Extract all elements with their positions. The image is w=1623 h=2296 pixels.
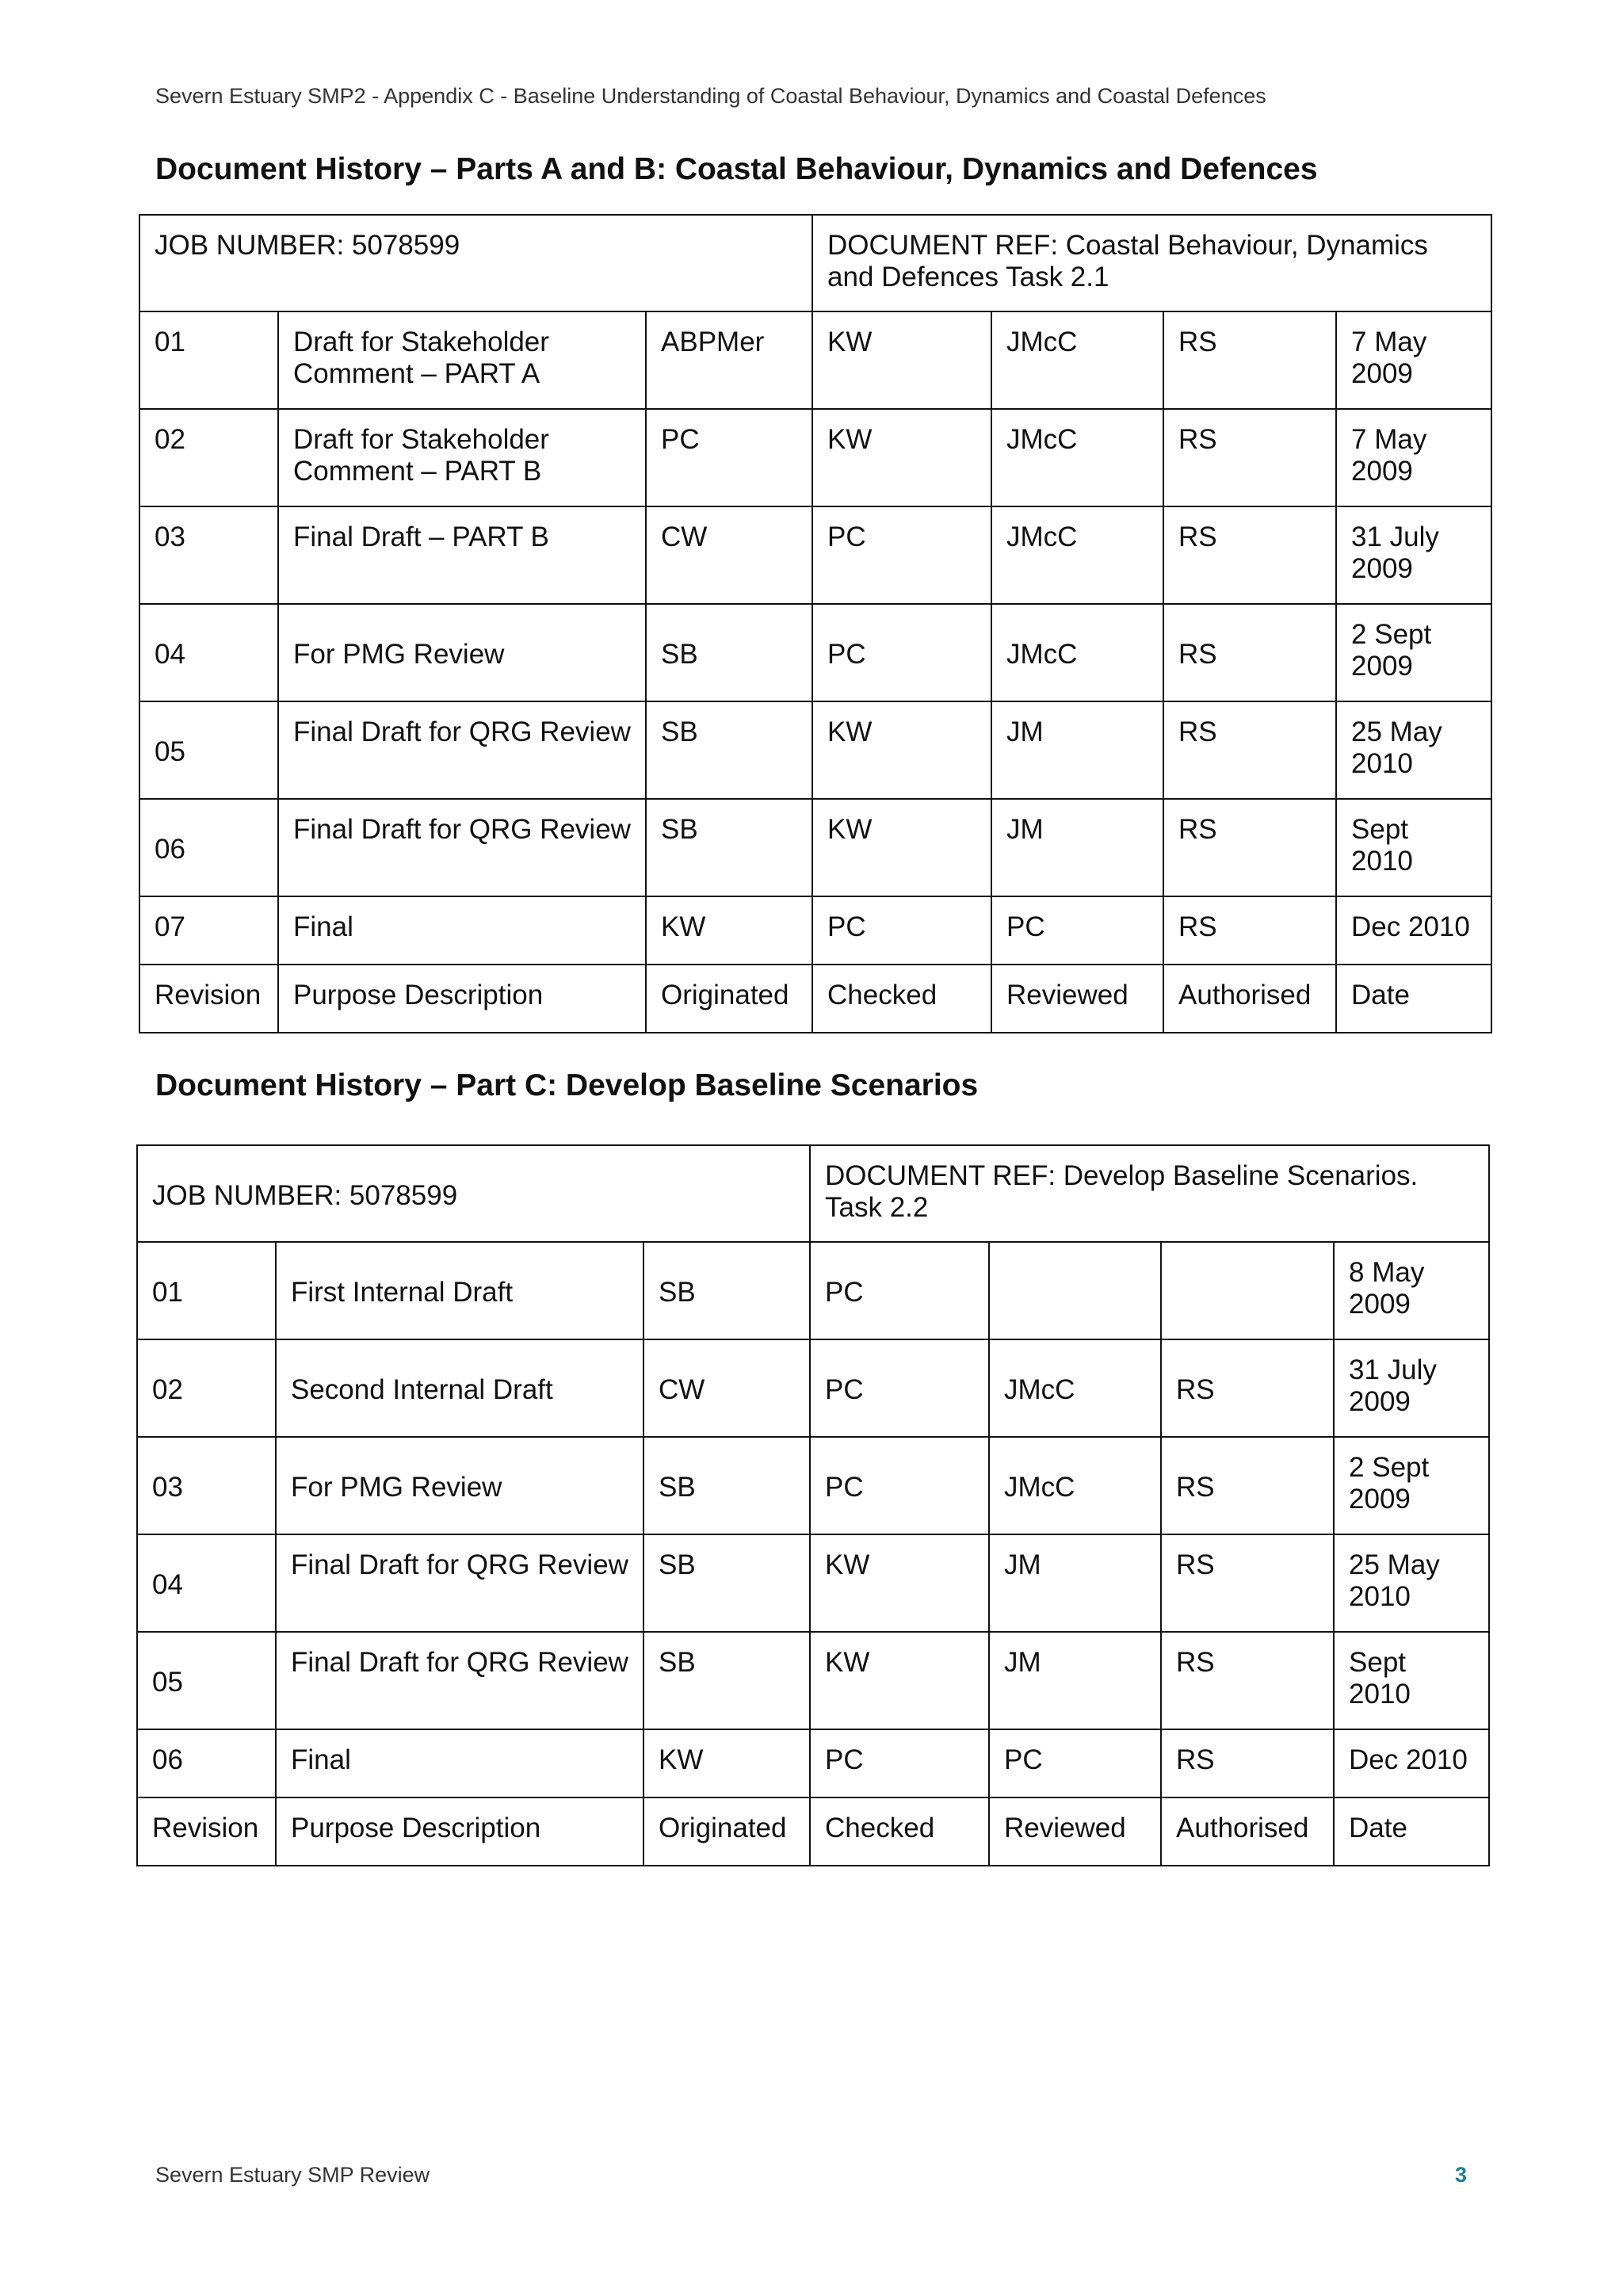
revision-cell: 04: [137, 1534, 276, 1632]
date-cell: 31 July 2009: [1336, 506, 1491, 604]
table-row: [137, 1437, 1489, 1534]
authorised-label: Authorised: [1163, 965, 1336, 1033]
revision-cell: 02: [137, 1339, 276, 1437]
date-cell: 31 July 2009: [1334, 1339, 1489, 1437]
table-header-row: [137, 1145, 1489, 1242]
reviewed-cell: JM: [991, 799, 1163, 896]
column-labels-row: [137, 1797, 1489, 1866]
table-row: [137, 1339, 1489, 1437]
document-ref: DOCUMENT REF: Coastal Behaviour, Dynamics and Defences Task 2.1: [812, 215, 1491, 311]
purpose-cell: Draft for Stakeholder Comment – PART A: [278, 311, 646, 409]
table-row: [139, 896, 1491, 965]
date-cell: 2 Sept 2009: [1336, 604, 1491, 701]
reviewed-label: Reviewed: [989, 1797, 1161, 1866]
revision-cell: 03: [137, 1437, 276, 1534]
authorised-cell: RS: [1161, 1729, 1334, 1797]
authorised-cell: RS: [1163, 311, 1336, 409]
originated-cell: CW: [643, 1339, 810, 1437]
originated-cell: PC: [646, 409, 812, 506]
purpose-cell: Final Draft for QRG Review: [278, 799, 646, 896]
date-cell: Dec 2010: [1336, 896, 1491, 965]
table-row: [139, 409, 1491, 506]
date-cell: 25 May 2010: [1336, 701, 1491, 799]
checked-cell: KW: [810, 1534, 989, 1632]
date-cell: Sept 2010: [1336, 799, 1491, 896]
table-row: [137, 1534, 1489, 1632]
column-labels-row: [139, 965, 1491, 1033]
reviewed-cell: JMcC: [991, 506, 1163, 604]
checked-cell: PC: [810, 1339, 989, 1437]
checked-label: Checked: [812, 965, 991, 1033]
authorised-cell: RS: [1161, 1632, 1334, 1729]
checked-cell: KW: [812, 409, 991, 506]
authorised-cell: RS: [1163, 701, 1336, 799]
revision-cell: 07: [139, 896, 278, 965]
job-number: JOB NUMBER: 5078599: [137, 1145, 810, 1242]
revision-label: Revision: [137, 1797, 276, 1866]
checked-cell: KW: [812, 311, 991, 409]
purpose-cell: For PMG Review: [276, 1437, 643, 1534]
purpose-label: Purpose Description: [276, 1797, 643, 1866]
authorised-cell: RS: [1163, 604, 1336, 701]
checked-cell: PC: [812, 604, 991, 701]
reviewed-cell: JM: [991, 701, 1163, 799]
authorised-cell: RS: [1161, 1437, 1334, 1534]
purpose-cell: Final: [278, 896, 646, 965]
originated-label: Originated: [646, 965, 812, 1033]
revision-cell: 04: [139, 604, 278, 701]
table-row: [139, 311, 1491, 409]
purpose-cell: Final Draft for QRG Review: [276, 1632, 643, 1729]
authorised-cell: RS: [1161, 1534, 1334, 1632]
table-row: [139, 506, 1491, 604]
reviewed-cell: [989, 1242, 1161, 1339]
authorised-cell: RS: [1163, 409, 1336, 506]
checked-cell: PC: [810, 1729, 989, 1797]
revision-cell: 06: [137, 1729, 276, 1797]
page-header: Severn Estuary SMP2 - Appendix C - Baseline Understanding of Coastal Behaviour, Dynamics and Coastal Defences: [155, 84, 1266, 108]
reviewed-cell: PC: [991, 896, 1163, 965]
reviewed-cell: JMcC: [991, 409, 1163, 506]
checked-cell: KW: [812, 799, 991, 896]
originated-cell: KW: [643, 1729, 810, 1797]
originated-cell: SB: [643, 1437, 810, 1534]
authorised-cell: [1161, 1242, 1334, 1339]
purpose-cell: First Internal Draft: [276, 1242, 643, 1339]
purpose-cell: Final Draft for QRG Review: [278, 701, 646, 799]
revision-label: Revision: [139, 965, 278, 1033]
purpose-cell: Second Internal Draft: [276, 1339, 643, 1437]
checked-cell: PC: [810, 1242, 989, 1339]
authorised-cell: RS: [1163, 799, 1336, 896]
page-number: 3: [1455, 2163, 1468, 2187]
table-row: [137, 1632, 1489, 1729]
purpose-cell: Final: [276, 1729, 643, 1797]
table-row: [139, 701, 1491, 799]
date-cell: 8 May 2009: [1334, 1242, 1489, 1339]
revision-cell: 01: [137, 1242, 276, 1339]
footer-text: Severn Estuary SMP Review: [155, 2163, 430, 2187]
reviewed-cell: JMcC: [991, 311, 1163, 409]
checked-cell: KW: [812, 701, 991, 799]
revision-cell: 05: [139, 701, 278, 799]
purpose-cell: Draft for Stakeholder Comment – PART B: [278, 409, 646, 506]
checked-cell: KW: [810, 1632, 989, 1729]
originated-cell: ABPMer: [646, 311, 812, 409]
date-cell: Dec 2010: [1334, 1729, 1489, 1797]
checked-cell: PC: [810, 1437, 989, 1534]
job-number: JOB NUMBER: 5078599: [139, 215, 812, 311]
document-ref: DOCUMENT REF: Develop Baseline Scenarios. Task 2.2: [810, 1145, 1489, 1242]
section-title-part-c: Document History – Part C: Develop Baseline Scenarios: [155, 1068, 979, 1102]
document-history-table-c: [136, 1144, 1490, 1866]
date-cell: 25 May 2010: [1334, 1534, 1489, 1632]
originated-cell: SB: [643, 1242, 810, 1339]
date-label: Date: [1336, 965, 1491, 1033]
originated-label: Originated: [643, 1797, 810, 1866]
revision-cell: 02: [139, 409, 278, 506]
revision-cell: 01: [139, 311, 278, 409]
originated-cell: SB: [646, 799, 812, 896]
date-cell: 2 Sept 2009: [1334, 1437, 1489, 1534]
originated-cell: SB: [643, 1632, 810, 1729]
reviewed-cell: JMcC: [989, 1437, 1161, 1534]
date-cell: 7 May 2009: [1336, 409, 1491, 506]
date-cell: Sept 2010: [1334, 1632, 1489, 1729]
reviewed-cell: JMcC: [991, 604, 1163, 701]
authorised-cell: RS: [1163, 506, 1336, 604]
originated-cell: SB: [646, 701, 812, 799]
originated-cell: KW: [646, 896, 812, 965]
table-row: [137, 1729, 1489, 1797]
authorised-cell: RS: [1163, 896, 1336, 965]
revision-cell: 06: [139, 799, 278, 896]
document-history-table-a: [139, 214, 1492, 1033]
originated-cell: SB: [646, 604, 812, 701]
checked-cell: PC: [812, 896, 991, 965]
authorised-label: Authorised: [1161, 1797, 1334, 1866]
table-row: [139, 604, 1491, 701]
authorised-cell: RS: [1161, 1339, 1334, 1437]
originated-cell: CW: [646, 506, 812, 604]
checked-label: Checked: [810, 1797, 989, 1866]
purpose-cell: For PMG Review: [278, 604, 646, 701]
purpose-cell: Final Draft for QRG Review: [276, 1534, 643, 1632]
table-row: [139, 799, 1491, 896]
date-cell: 7 May 2009: [1336, 311, 1491, 409]
purpose-cell: Final Draft – PART B: [278, 506, 646, 604]
reviewed-cell: PC: [989, 1729, 1161, 1797]
reviewed-cell: JM: [989, 1632, 1161, 1729]
date-label: Date: [1334, 1797, 1489, 1866]
reviewed-cell: JM: [989, 1534, 1161, 1632]
originated-cell: SB: [643, 1534, 810, 1632]
purpose-label: Purpose Description: [278, 965, 646, 1033]
revision-cell: 03: [139, 506, 278, 604]
revision-cell: 05: [137, 1632, 276, 1729]
checked-cell: PC: [812, 506, 991, 604]
reviewed-label: Reviewed: [991, 965, 1163, 1033]
reviewed-cell: JMcC: [989, 1339, 1161, 1437]
table-header-row: [139, 215, 1491, 311]
section-title-parts-a-b: Document History – Parts A and B: Coastal Behaviour, Dynamics and Defences: [155, 152, 1318, 186]
table-row: [137, 1242, 1489, 1339]
